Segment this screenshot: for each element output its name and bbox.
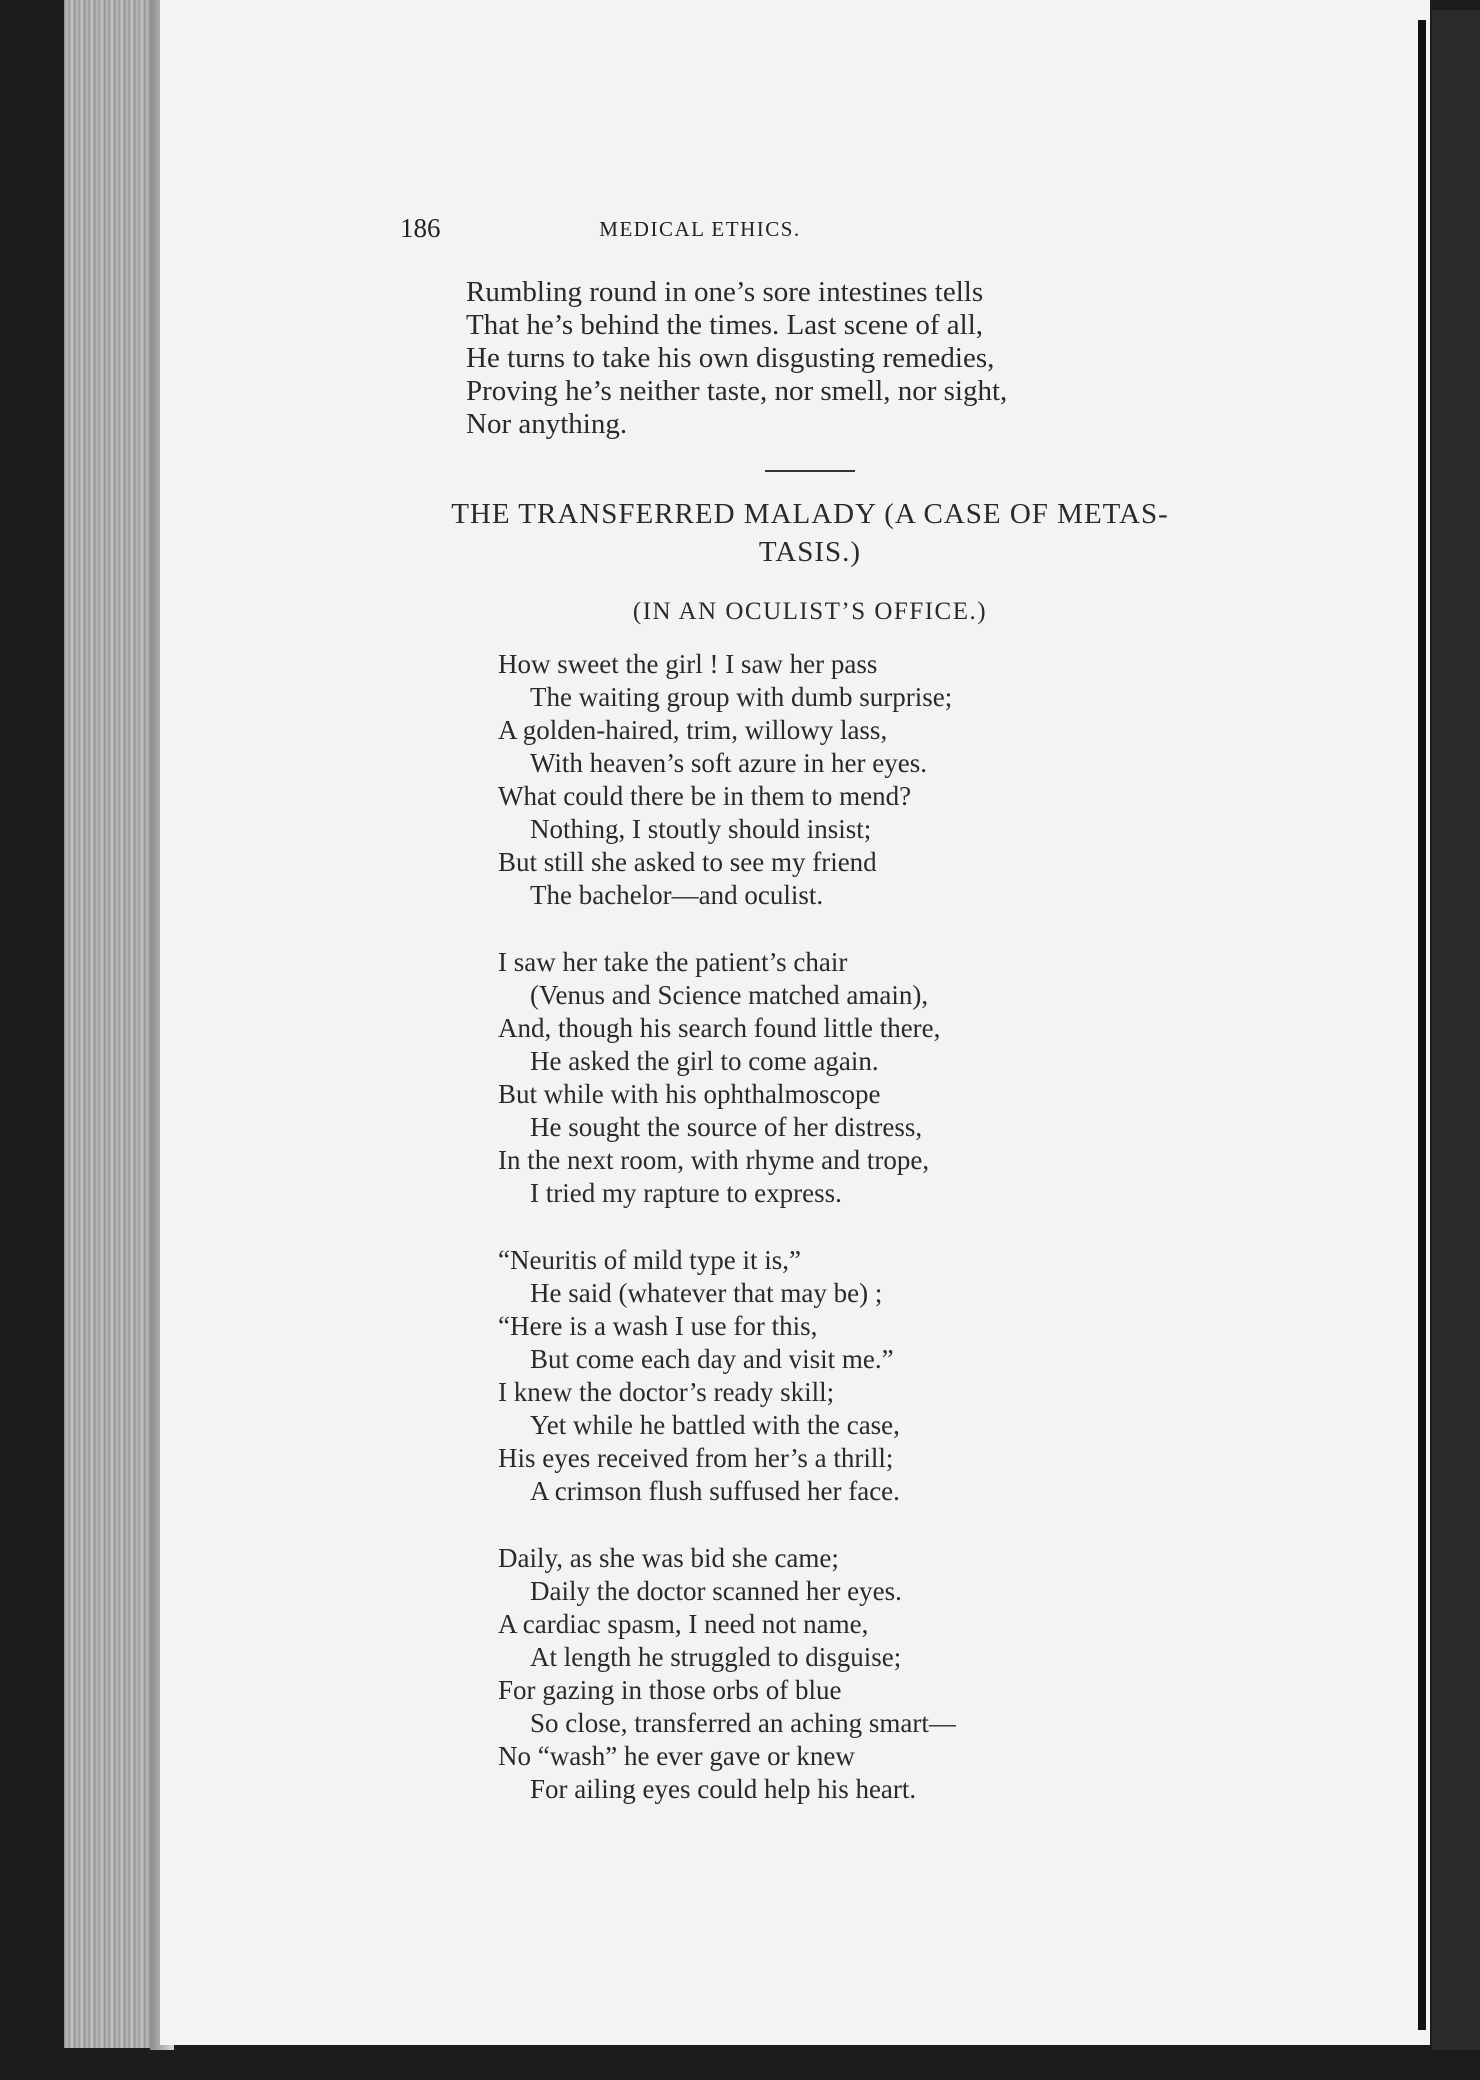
verse-line: How sweet the girl ! I saw her pass [498,649,878,679]
running-head [400,213,940,253]
verse-line: Nor anything. [466,408,628,440]
verse-line: I knew the doctor’s ready skill; [498,1377,835,1407]
verse-line: Proving he’s neither taste, nor smell, nor sight, [466,375,1008,407]
verse-line: Daily, as she was bid she came; [498,1543,839,1573]
verse-line: The waiting group with dumb surprise; [530,682,953,712]
verse-line: (Venus and Science matched amain), [530,980,929,1010]
facing-page-edge [1418,20,1426,2030]
continued-stanza [466,276,1007,441]
verse-line: In the next room, with rhyme and trope, [498,1145,930,1175]
book-page-edges [64,0,164,2048]
stanza [498,648,956,912]
verse-line: A cardiac spasm, I need not name, [498,1609,869,1639]
verse-line: He asked the girl to come again. [530,1046,879,1076]
verse-line: I saw her take the patient’s chair [498,947,848,977]
verse-line: He turns to take his own disgusting remedies, [466,342,995,374]
section-divider [765,470,855,472]
verse-line: No “wash” he ever gave or knew [498,1741,855,1771]
poem-title-line: TASIS.) [758,536,862,568]
poem-title-line: THE TRANSFERRED MALADY (A CASE OF METAS- [451,498,1169,530]
verse-line: He said (whatever that may be) ; [530,1278,883,1308]
verse-line: “Neuritis of mild type it is,” [498,1245,801,1275]
verse-line: For gazing in those orbs of blue [498,1675,842,1705]
verse-line: So close, transferred an aching smart— [530,1708,956,1738]
verse-line: Daily the doctor scanned her eyes. [530,1576,902,1606]
verse-line: I tried my rapture to express. [530,1178,842,1208]
poem-subtitle: (IN AN OCULIST’S OFFICE.) [632,598,988,625]
stanza [498,946,956,1210]
verse-line: But still she asked to see my friend [498,847,877,877]
verse-line: That he’s behind the times. Last scene of all, [466,309,984,341]
verse-line: He sought the source of her distress, [530,1112,923,1142]
verse-line: What could there be in them to mend? [498,781,912,811]
stanza [498,1244,956,1508]
running-title: MEDICAL ETHICS. [599,217,801,241]
verse-line: His eyes received from her’s a thrill; [498,1443,894,1473]
poem-title [400,495,1220,571]
verse-line: But come each day and visit me.” [530,1344,894,1374]
verse-line: Rumbling round in one’s sore intestines tells [466,276,984,308]
verse-line: Yet while he battled with the case, [530,1410,900,1440]
verse-line: The bachelor—and oculist. [530,880,824,910]
stanza [498,1542,956,1806]
verse-line: And, though his search found little there, [498,1013,941,1043]
verse-line: A crimson flush suffused her face. [530,1476,900,1506]
poem-body [498,648,956,1840]
verse-line: A golden-haired, trim, willowy lass, [498,715,888,745]
verse-line: With heaven’s soft azure in her eyes. [530,748,928,778]
verse-line: For ailing eyes could help his heart. [530,1774,917,1804]
background-right [1432,10,1480,2050]
verse-line: Nothing, I stoutly should insist; [530,814,872,844]
verse-line: “Here is a wash I use for this, [498,1311,818,1341]
verse-line: But while with his ophthalmoscope [498,1079,881,1109]
page-number: 186 [400,213,441,243]
verse-line: At length he struggled to disguise; [530,1642,902,1672]
